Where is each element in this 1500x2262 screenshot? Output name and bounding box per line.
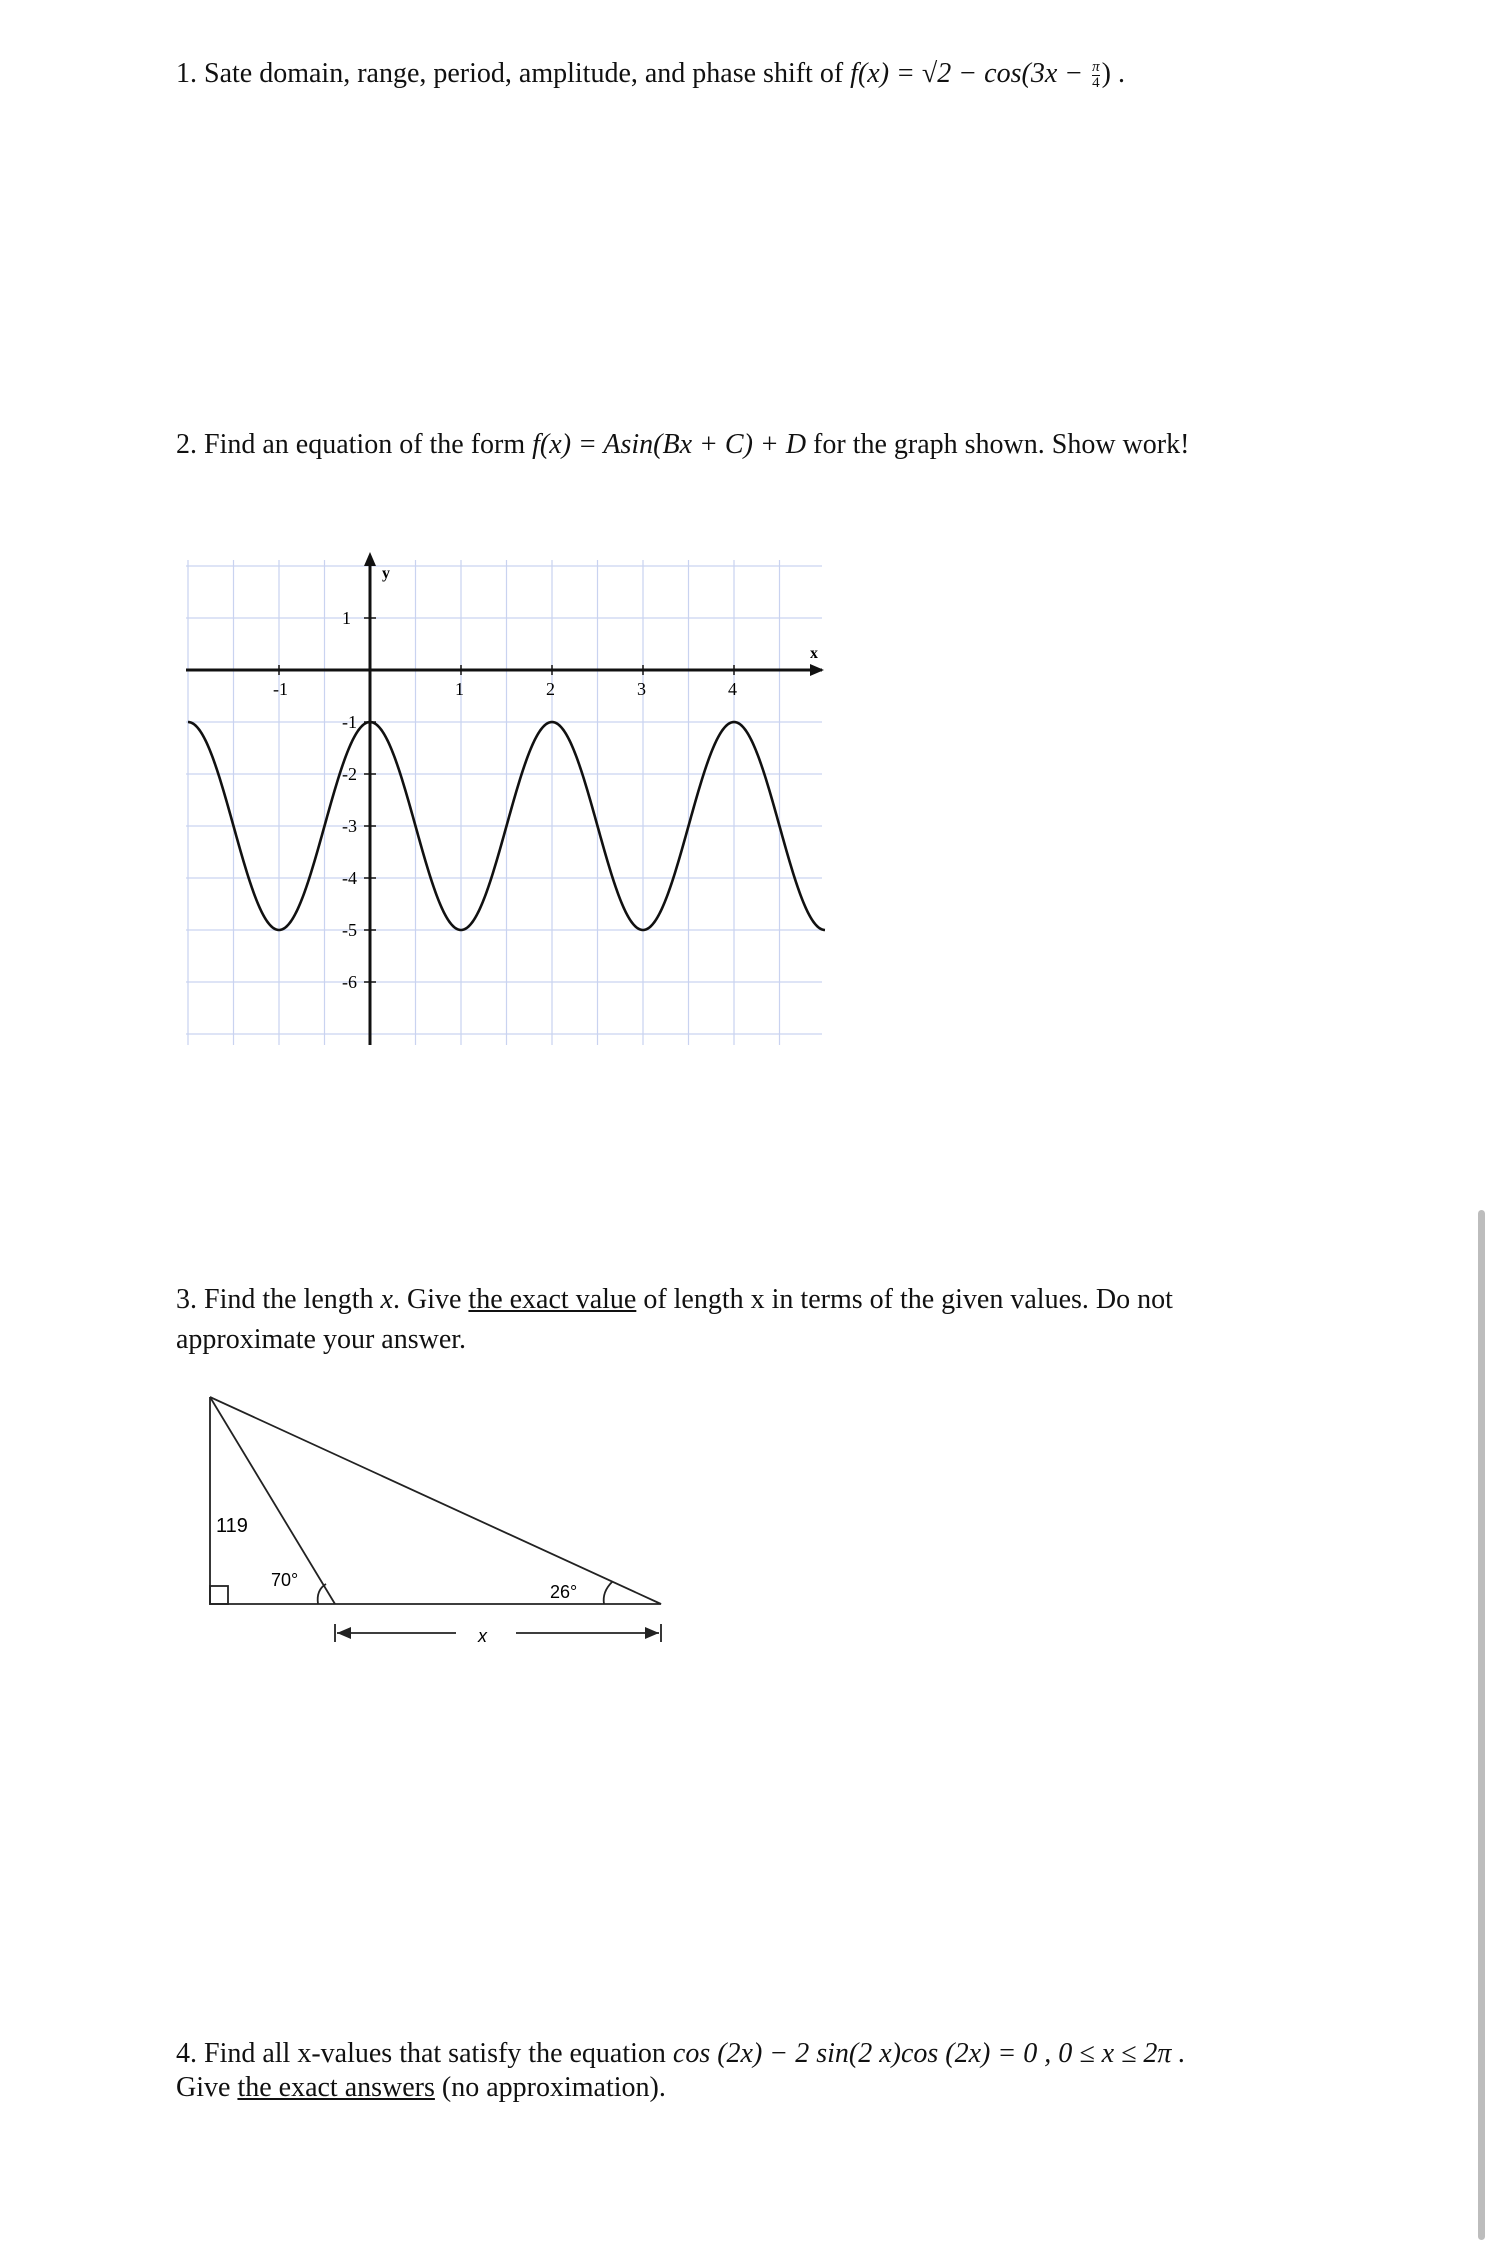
x-tick-label-2: 2: [546, 679, 555, 699]
y-axis-arrow: [364, 552, 376, 566]
question-1: [176, 54, 1125, 94]
q1-tail: ) .: [1101, 58, 1125, 89]
vertical-scrollbar[interactable]: [1478, 1210, 1485, 2240]
graph-grid: [186, 560, 822, 1045]
q2-text-after: for the graph shown. Show work!: [813, 429, 1190, 460]
q3-underlined: the exact value: [468, 1284, 637, 1315]
y-tick-label-1: 1: [342, 608, 351, 628]
q1-function: f(x) = √2 − cos(3x −: [850, 58, 1091, 89]
q4-equation: cos (2x) − 2 sin(2 x)cos (2x) = 0 , 0 ≤ x ≤ 2π .: [672, 2038, 1186, 2069]
graph-axes: [186, 552, 824, 1045]
x-tick-label--1: -1: [273, 679, 288, 699]
y-tick-label--4: -4: [342, 868, 357, 888]
angle-70-arc: [318, 1584, 326, 1604]
x-tick-label-3: 3: [637, 679, 646, 699]
question-2: [176, 425, 1189, 465]
y-axis-label: y: [382, 565, 390, 582]
side-label-119: 119: [216, 1515, 248, 1537]
angle-26-arc: [604, 1582, 612, 1604]
q4-underlined: the exact answers: [237, 2072, 435, 2103]
q3-rest: of length x in terms of the given values. Do not: [643, 1284, 1173, 1315]
q4-line2-prefix: Give: [176, 2072, 231, 2103]
sinusoid-curve: [188, 722, 825, 930]
x-tick-label-1: 1: [455, 679, 464, 699]
dim-right-arrowhead: [645, 1627, 659, 1639]
question-3-line-1: [176, 1280, 1173, 1320]
q2-text-before: Find an equation of the form: [204, 429, 526, 460]
q3-prefix: 3. Find the length: [176, 1284, 374, 1315]
q3-mid: . Give: [392, 1284, 462, 1315]
q1-number: 1.: [176, 58, 197, 89]
graph-ticks: [273, 608, 737, 992]
q1-fraction: $\frac{\pi}{4}$: [1092, 59, 1100, 92]
triangle-outline: [210, 1397, 661, 1604]
x-axis-label: x: [810, 645, 818, 662]
y-tick-label--6: -6: [342, 972, 357, 992]
angle-26-label: 26°: [550, 1582, 578, 1602]
y-tick-label--3: -3: [342, 816, 357, 836]
dim-left-arrowhead: [337, 1627, 351, 1639]
q2-number: 2.: [176, 429, 197, 460]
angle-70-label: 70°: [271, 1570, 299, 1590]
q2-equation: f(x) = Asin(Bx + C) + D: [532, 429, 807, 460]
question-3-line-2: approximate your answer.: [176, 1324, 467, 1355]
question-4-line-2: [176, 2068, 666, 2108]
inner-segment: [210, 1397, 335, 1604]
right-angle-mark: [210, 1586, 228, 1604]
y-tick-label--5: -5: [342, 920, 357, 940]
y-tick-label--1: -1: [342, 712, 357, 732]
q1-text: Sate domain, range, period, amplitude, and phase shift of: [204, 58, 844, 89]
x-axis-arrow: [810, 664, 824, 676]
y-tick-label--2: -2: [342, 764, 357, 784]
x-tick-label-4: 4: [728, 679, 737, 699]
dimension-x-label: x: [478, 1626, 487, 1646]
q4-line2-suffix: (no approximation).: [441, 2072, 666, 2103]
q4-prefix: 4. Find all x-values that satisfy the equation: [176, 2038, 666, 2069]
q3-var: x: [380, 1284, 393, 1315]
